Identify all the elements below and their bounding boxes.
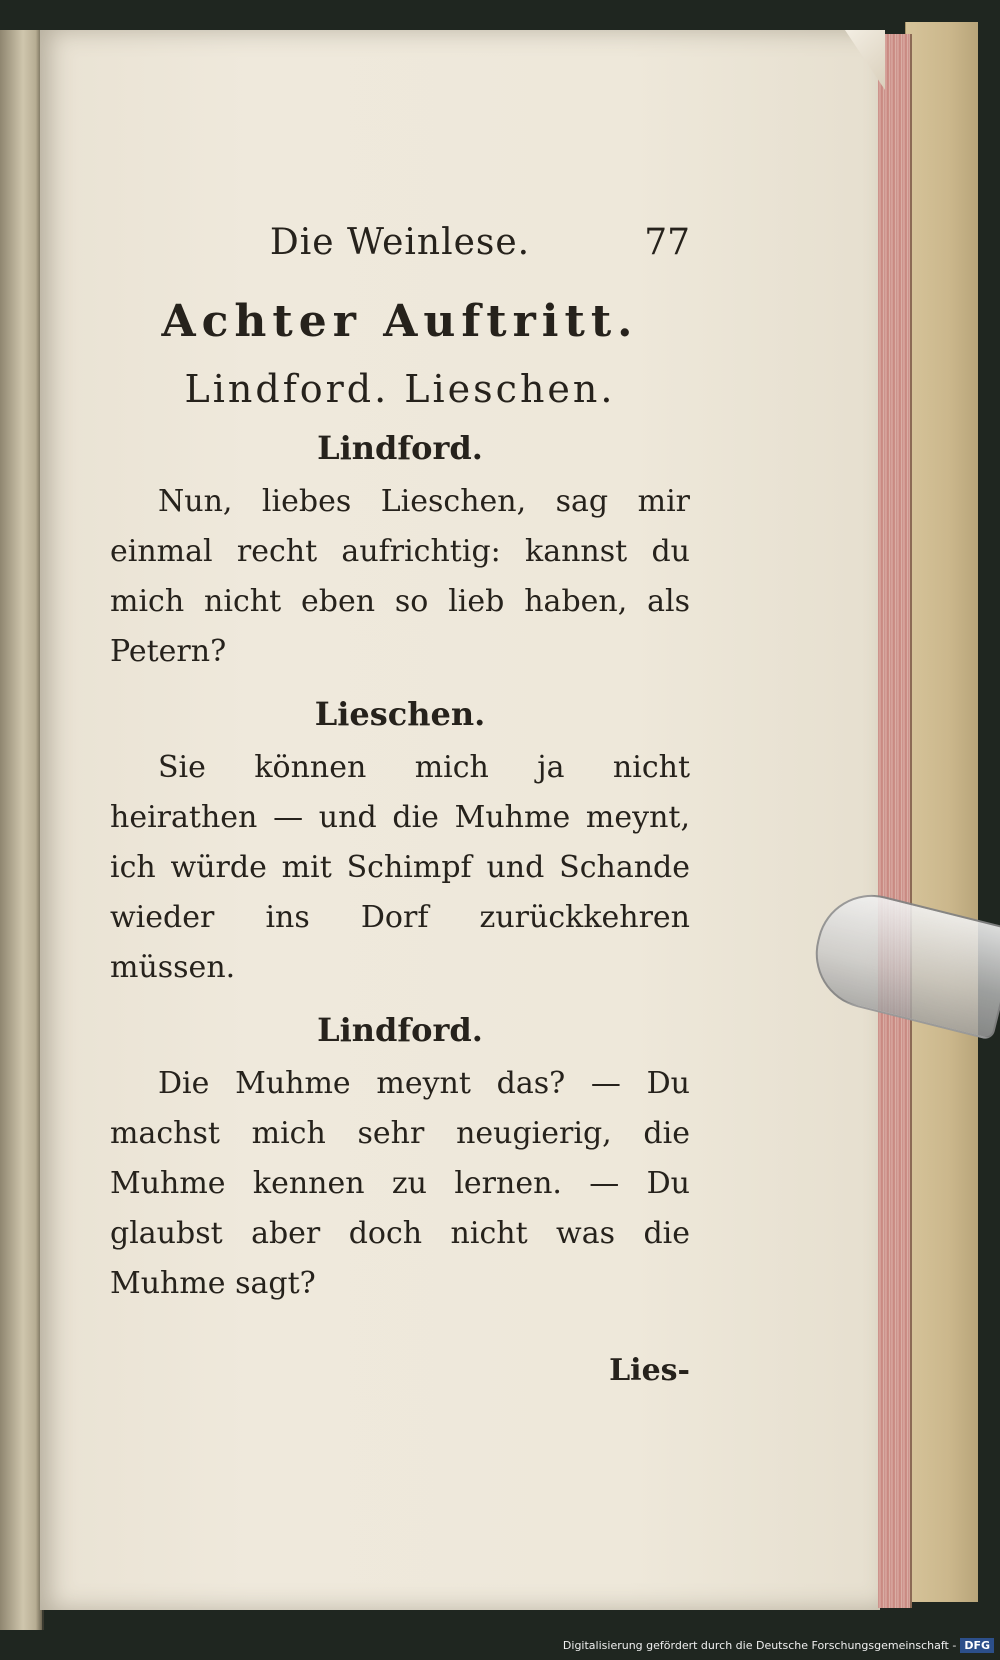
speaker-name: Lieschen. [314, 695, 486, 733]
speaker-name: Lindford. [317, 1011, 483, 1049]
speech-text: Nun, liebes Lieschen, sag mir einmal recht aufrichtig: kannst du mich nicht eben so lieb haben, als Petern? [110, 484, 690, 669]
digitization-footer [563, 1634, 994, 1656]
speech-text: Sie können mich ja nicht heirathen — und die Muhme meynt, ich würde mit Schimpf und Schande wieder ins Dorf zurückkehren müssen. [110, 750, 690, 985]
catchword: Lies- [609, 1353, 690, 1388]
page-number: 77 [644, 222, 690, 263]
speaker-name: Lindford. [317, 429, 483, 467]
dfg-logo: DFG [960, 1638, 994, 1653]
scene-cast: Lindford. Lieschen. [184, 367, 616, 411]
running-head-title: Die Weinlese. [269, 222, 531, 263]
scene-title: Achter Auftritt. [161, 296, 639, 347]
page-text-block [110, 222, 690, 1388]
left-page-edge [0, 30, 44, 1630]
red-page-edges [878, 34, 912, 1608]
running-head [110, 222, 690, 282]
book-cover-board [905, 22, 978, 1602]
speech-text: Die Muhme meynt das? — Du machst mich sehr neugierig, die Muhme kennen zu lernen. — Du glaubst aber doch nicht was die Muhme sagt? [110, 1066, 690, 1301]
footer-credit: Digitalisierung gefördert durch die Deutsche Forschungsgemeinschaft - [562, 1638, 957, 1652]
